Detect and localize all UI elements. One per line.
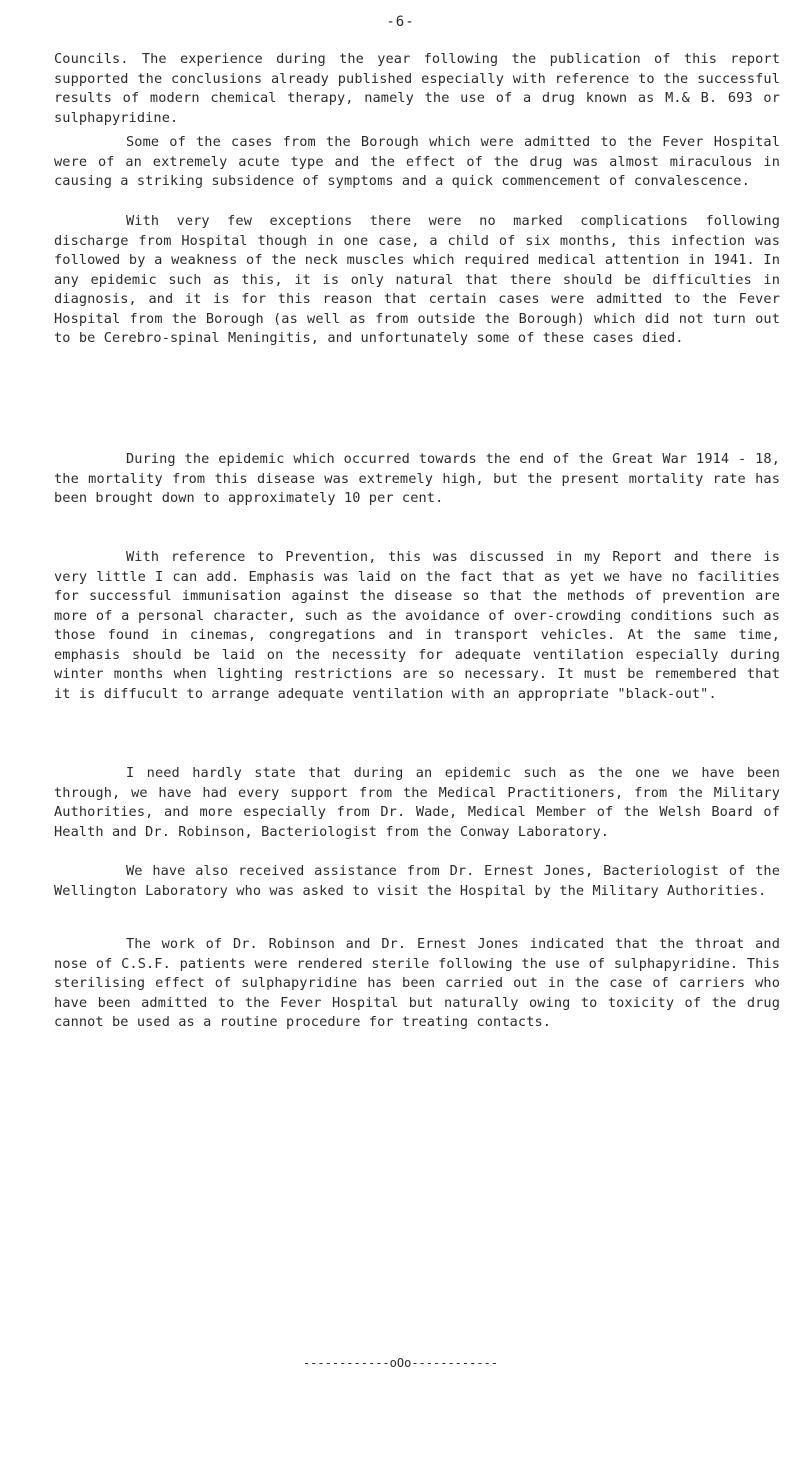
paragraph-assistance: We have also received assistance from Dr. Ernest Jones, Bacteriologist of the Wellington Laboratory who was asked to visit the Hospital by the Military Authorities. bbox=[54, 863, 780, 899]
paragraph-great-war-mortality: During the epidemic which occurred towards the end of the Great War 1914 - 18, the mortality from this disease was extremely high, but the present mortality rate has been brought down to approximately 10 per cent. bbox=[54, 451, 780, 506]
page-number: -6- bbox=[386, 14, 415, 30]
paragraph-complications: With very few exceptions there were no marked complications following discharge from Hospital though in one case, a child of six months, this infection was followed by a weakness of the neck muscles which required medical attention in 1941. In any epidemic such as this, it is only natural that there should be difficulties in diagnosis, and it is for this reason that certain cases were admitted to the Fever Hospital from the Borough (as well as from outside the Borough) which did not turn out to be Cerebro-spinal Meningitis, and unfortunately some of these cases died. bbox=[54, 213, 780, 346]
section-divider: ------------oOo------------ bbox=[302, 1356, 499, 1370]
paragraph-support: I need hardly state that during an epidemic such as the one we have been through, we have had every support from the Medical Practitioners, from the Military Authorities, and more especially from Dr. Wade, Medical Member of the Welsh Board of Health and Dr. Robinson, Bacteriologist from the Conway Laboratory. bbox=[54, 765, 780, 840]
paragraph-sterilising-effect: The work of Dr. Robinson and Dr. Ernest Jones indicated that the throat and nose of C.S.F. patients were rendered sterile following the use of sulphapyridine. This sterilising effect of sulphapyridine has been carried out in the case of carriers who have been admitted to the Fever Hospital but naturally owing to toxicity of the drug cannot be used as a routine procedure for treating contacts. bbox=[54, 936, 780, 1030]
paragraph-prevention: With reference to Prevention, this was discussed in my Report and there is very little I can add. Emphasis was laid on the fact that as yet we have no facilities for successful immunisation against the disease so that the methods of prevention are more of a personal character, such as the avoidance of over-crowding conditions such as those found in cinemas, congregations and in transport vehicles. At the same time, emphasis should be laid on the necessity for adequate ventilation especially during winter months when lighting restrictions are so necessary. It must be remembered that it is diffucult to arrange adequate ventilation with an appropriate "black-out". bbox=[54, 549, 780, 702]
paragraph-acute-cases: Some of the cases from the Borough which were admitted to the Fever Hospital were of an extremely acute type and the effect of the drug was almost miraculous in causing a striking subsidence of symptoms and a quick commencement of convalescence. bbox=[54, 134, 780, 189]
paragraph-councils-continuation: Councils. The experience during the year following the publication of this report supported the conclusions already published especially with reference to the successful results of modern chemical therapy, namely the use of a drug known as M.& B. 693 or sulphapyridine. bbox=[54, 51, 780, 126]
